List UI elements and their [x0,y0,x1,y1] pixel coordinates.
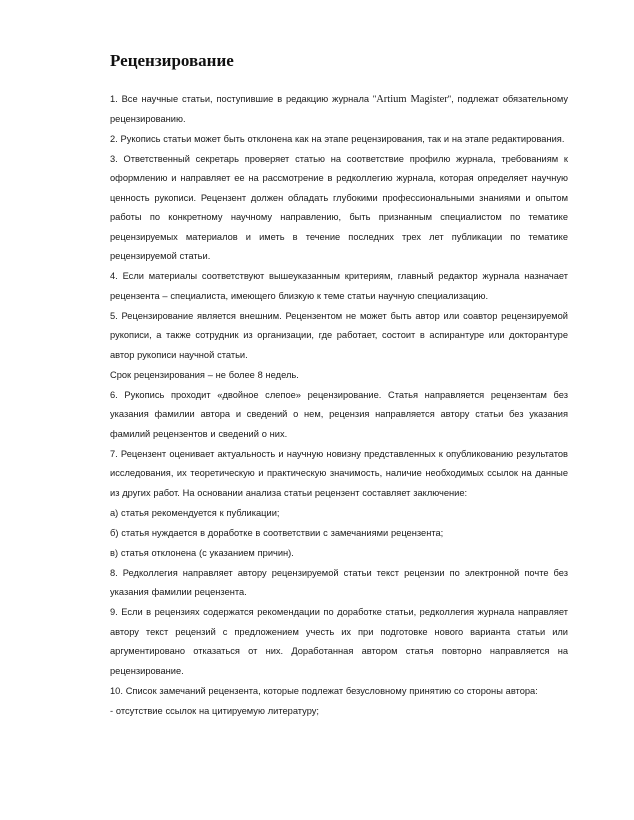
list-item-c: в) статья отклонена (с указанием причин). [110,547,294,558]
paragraph-3: 3. Ответственный секретарь проверяет статью на соответствие профилю журнала, требованиям к оформлению и направляет ее на рассмотрение в редколлегию журнала, которая определяет научную ценность рукописи. Рецензент должен обладать глубокими профессиональными знаниями и опытом работы по конкретному научному направлению, быть признанным специалистом по тематике рецензируемых материалов и иметь в течение последних трех лет публикации по тематике рецензируемой статьи. [110,153,568,261]
document-page [110,50,568,722]
paragraph-2: 2. Рукопись статьи может быть отклонена как на этапе рецензирования, так и на этапе редактирования. [110,133,565,144]
list-item-dash: - отсутствие ссылок на цитируемую литературу; [110,705,319,716]
paragraph-9: 9. Если в рецензиях содержатся рекомендации по доработке статьи, редколлегия журнала направляет автору текст рецензий с предложением учесть их при подготовке нового варианта статьи или аргументировано отказаться от них. Доработанная автором статья повторно направляется на рецензирование. [110,607,568,676]
journal-name: Artium Magister [376,94,448,105]
paragraph-7: 7. Рецензент оценивает актуальность и научную новизну представленных к опубликованию результатов исследования, их теоретическую и практическую значимость, наличие необходимых ссылок на данные из других работ. На основании анализа статьи рецензент составляет заключение: [110,448,568,498]
review-period: Срок рецензирования – не более 8 недель. [110,369,299,380]
paragraph-1-prefix: 1. Все научные статьи, поступившие в редакцию журнала " [110,94,377,104]
paragraph-4: 4. Если материалы соответствуют вышеуказанным критериям, главный редактор журнала назначает рецензента – специалиста, имеющего близкую к теме статьи научную специализацию. [110,271,568,301]
page-title: Рецензирование [110,51,234,70]
paragraph-1 [110,90,568,129]
list-item-a: а) статья рекомендуется к публикации; [110,507,280,518]
paragraph-6: 6. Рукопись проходит «двойное слепое» рецензирование. Статья направляется рецензентам без указания фамилии автора и сведений о нем, рецензия направляется автору статьи без указания фамилий рецензентов и сведений о них. [110,389,568,439]
paragraph-1-suffix: ", подлежат обязательному рецензированию. [110,94,568,124]
paragraph-8: 8. Редколлегия направляет автору рецензируемой статьи текст рецензии по электронной почте без указания фамилии рецензента. [110,567,568,597]
paragraph-5: 5. Рецензирование является внешним. Рецензентом не может быть автор или соавтор рецензируемой рукописи, а также сотрудник из организации, где работает, состоит в аспирантуре или докторантуре автор рукописи научной статьи. [110,310,568,360]
paragraph-10: 10. Список замечаний рецензента, которые подлежат безусловному принятию со стороны автора: [110,685,538,696]
list-item-b: б) статья нуждается в доработке в соответствии с замечаниями рецензента; [110,527,444,538]
